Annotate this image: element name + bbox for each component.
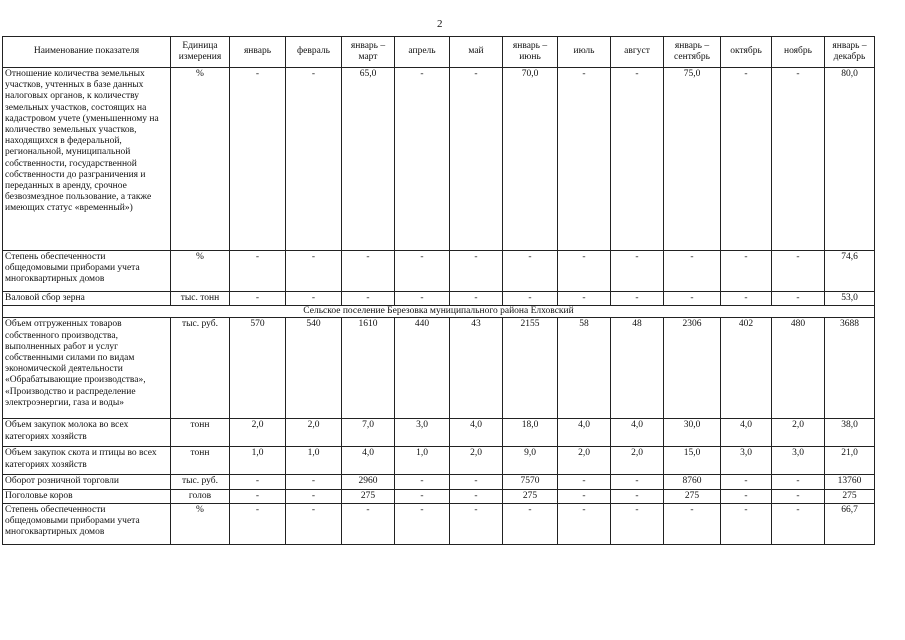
indicator-value: 43 bbox=[450, 318, 503, 419]
indicator-value: 4,0 bbox=[721, 419, 772, 447]
indicator-value: 13760 bbox=[825, 475, 875, 489]
indicator-value: - bbox=[772, 489, 825, 503]
table-row bbox=[3, 475, 875, 489]
indicator-name: Объем отгруженных товаров собственного производства, выполненных работ и услуг собственными силами по видам экономической деятельности «Обрабатывающие производства», «Производство и распределение электроэнергии, газа и воды» bbox=[3, 318, 171, 419]
indicator-value: 540 bbox=[286, 318, 342, 419]
indicator-value: - bbox=[721, 292, 772, 306]
indicator-name: Объем закупок молока во всех категориях хозяйств bbox=[3, 419, 171, 447]
indicator-value: - bbox=[772, 251, 825, 292]
indicator-value: 30,0 bbox=[664, 419, 721, 447]
indicator-value: - bbox=[558, 292, 611, 306]
page-number: 2 bbox=[437, 18, 443, 30]
indicator-value: 2,0 bbox=[611, 447, 664, 475]
indicator-value: 2155 bbox=[503, 318, 558, 419]
indicator-value: - bbox=[450, 503, 503, 544]
indicator-value: 1,0 bbox=[395, 447, 450, 475]
indicator-unit: тыс. тонн bbox=[171, 292, 230, 306]
indicator-value: 48 bbox=[611, 318, 664, 419]
column-header-month: февраль bbox=[286, 37, 342, 68]
indicator-value: - bbox=[503, 503, 558, 544]
indicator-value: 480 bbox=[772, 318, 825, 419]
indicator-unit: тыс. руб. bbox=[171, 475, 230, 489]
indicator-name: Поголовье коров bbox=[3, 489, 171, 503]
indicator-unit: % bbox=[171, 503, 230, 544]
column-header-unit: Единица измерения bbox=[171, 37, 230, 68]
indicator-value: 38,0 bbox=[825, 419, 875, 447]
indicator-value: - bbox=[558, 475, 611, 489]
table-row bbox=[3, 489, 875, 503]
indicator-value: - bbox=[611, 292, 664, 306]
indicator-unit: тыс. руб. bbox=[171, 318, 230, 419]
column-header-month: июль bbox=[558, 37, 611, 68]
indicator-value: - bbox=[395, 292, 450, 306]
indicator-value: 4,0 bbox=[611, 419, 664, 447]
indicator-value: 15,0 bbox=[664, 447, 721, 475]
indicator-value: - bbox=[342, 292, 395, 306]
indicator-value: - bbox=[611, 503, 664, 544]
indicator-value: 65,0 bbox=[342, 68, 395, 251]
column-header-month: январь – июнь bbox=[503, 37, 558, 68]
indicator-value: 275 bbox=[503, 489, 558, 503]
indicator-value: 3,0 bbox=[772, 447, 825, 475]
indicator-value: 18,0 bbox=[503, 419, 558, 447]
indicator-value: 2960 bbox=[342, 475, 395, 489]
indicator-value: 275 bbox=[825, 489, 875, 503]
column-header-month: январь – декабрь bbox=[825, 37, 875, 68]
indicator-value: 58 bbox=[558, 318, 611, 419]
column-header-month: январь – март bbox=[342, 37, 395, 68]
indicator-value: 570 bbox=[230, 318, 286, 419]
indicator-value: - bbox=[611, 68, 664, 251]
indicator-value: - bbox=[558, 251, 611, 292]
indicator-value: - bbox=[230, 68, 286, 251]
table-row bbox=[3, 318, 875, 419]
indicator-value: - bbox=[721, 475, 772, 489]
indicator-value: 275 bbox=[342, 489, 395, 503]
indicator-value: 2,0 bbox=[558, 447, 611, 475]
indicator-name: Валовой сбор зерна bbox=[3, 292, 171, 306]
indicator-value: - bbox=[230, 489, 286, 503]
indicator-value: 1,0 bbox=[286, 447, 342, 475]
table-row bbox=[3, 292, 875, 306]
indicator-value: - bbox=[558, 68, 611, 251]
column-header-month: январь bbox=[230, 37, 286, 68]
indicator-value: 440 bbox=[395, 318, 450, 419]
indicator-value: - bbox=[721, 503, 772, 544]
indicator-value: - bbox=[772, 503, 825, 544]
column-header-month: октябрь bbox=[721, 37, 772, 68]
indicator-value: 402 bbox=[721, 318, 772, 419]
indicator-value: - bbox=[611, 475, 664, 489]
indicator-value: - bbox=[230, 292, 286, 306]
indicator-unit: голов bbox=[171, 489, 230, 503]
table-row bbox=[3, 419, 875, 447]
indicator-value: 2,0 bbox=[230, 419, 286, 447]
indicator-value: - bbox=[230, 251, 286, 292]
indicator-value: - bbox=[721, 251, 772, 292]
indicator-value: 2,0 bbox=[450, 447, 503, 475]
indicator-value: 70,0 bbox=[503, 68, 558, 251]
indicators-table bbox=[2, 36, 875, 545]
indicator-name: Отношение количества земельных участков, учтенных в базе данных налоговых органов, к количеству земельных участков, состоящих на кадастровом учете (уменьшенному на количество земельных участков, находящихся в федеральной, региональной, муниципальной собственности, государственной собственности до разграничения и переданных в аренду, срочное безвозмездное пользование, а также имеющих статус «временный») bbox=[3, 68, 171, 251]
indicator-value: - bbox=[286, 292, 342, 306]
indicator-value: - bbox=[342, 251, 395, 292]
indicator-value: 2,0 bbox=[286, 419, 342, 447]
indicator-value: - bbox=[450, 251, 503, 292]
indicator-value: - bbox=[664, 503, 721, 544]
column-header-name: Наименование показателя bbox=[3, 37, 171, 68]
indicator-value: - bbox=[450, 68, 503, 251]
indicator-unit: % bbox=[171, 68, 230, 251]
indicator-value: - bbox=[450, 489, 503, 503]
table-row bbox=[3, 68, 875, 251]
indicator-value: 8760 bbox=[664, 475, 721, 489]
column-header-month: январь – сентябрь bbox=[664, 37, 721, 68]
indicator-value: - bbox=[395, 503, 450, 544]
indicator-value: 4,0 bbox=[342, 447, 395, 475]
indicator-value: - bbox=[558, 489, 611, 503]
indicator-value: - bbox=[286, 489, 342, 503]
indicator-value: 21,0 bbox=[825, 447, 875, 475]
indicator-unit: тонн bbox=[171, 447, 230, 475]
table-row bbox=[3, 447, 875, 475]
indicator-value: 2,0 bbox=[772, 419, 825, 447]
indicator-value: 74,6 bbox=[825, 251, 875, 292]
section-row bbox=[3, 306, 875, 318]
indicator-value: 4,0 bbox=[558, 419, 611, 447]
indicator-value: - bbox=[230, 475, 286, 489]
indicator-value: - bbox=[342, 503, 395, 544]
indicator-value: 3688 bbox=[825, 318, 875, 419]
indicator-value: - bbox=[721, 489, 772, 503]
indicator-value: 53,0 bbox=[825, 292, 875, 306]
indicator-value: - bbox=[664, 251, 721, 292]
indicator-value: 2306 bbox=[664, 318, 721, 419]
indicator-value: - bbox=[230, 503, 286, 544]
indicator-name: Объем закупок скота и птицы во всех категориях хозяйств bbox=[3, 447, 171, 475]
column-header-month: апрель bbox=[395, 37, 450, 68]
indicator-value: - bbox=[772, 475, 825, 489]
indicator-value: - bbox=[286, 475, 342, 489]
indicator-value: 75,0 bbox=[664, 68, 721, 251]
column-header-month: ноябрь bbox=[772, 37, 825, 68]
indicator-value: - bbox=[611, 489, 664, 503]
indicator-value: 7,0 bbox=[342, 419, 395, 447]
indicator-value: 3,0 bbox=[721, 447, 772, 475]
indicator-value: - bbox=[395, 489, 450, 503]
column-header-month: май bbox=[450, 37, 503, 68]
indicator-value: 80,0 bbox=[825, 68, 875, 251]
indicator-name: Оборот розничной торговли bbox=[3, 475, 171, 489]
indicator-value: - bbox=[286, 503, 342, 544]
indicator-value: - bbox=[721, 68, 772, 251]
indicator-value: 275 bbox=[664, 489, 721, 503]
indicator-value: 9,0 bbox=[503, 447, 558, 475]
indicator-value: - bbox=[395, 68, 450, 251]
indicator-unit: % bbox=[171, 251, 230, 292]
indicator-value: - bbox=[286, 68, 342, 251]
indicator-value: - bbox=[772, 68, 825, 251]
indicator-unit: тонн bbox=[171, 419, 230, 447]
indicator-value: - bbox=[772, 292, 825, 306]
indicator-value: - bbox=[395, 475, 450, 489]
indicator-value: - bbox=[450, 292, 503, 306]
indicator-value: - bbox=[395, 251, 450, 292]
section-title: Сельское поселение Березовка муниципального района Елховский bbox=[3, 306, 875, 318]
indicator-value: - bbox=[611, 251, 664, 292]
indicator-value: - bbox=[503, 251, 558, 292]
indicator-value: 1,0 bbox=[230, 447, 286, 475]
table-header-row bbox=[3, 37, 875, 68]
indicator-name: Степень обеспеченности общедомовыми приборами учета многоквартирных домов bbox=[3, 251, 171, 292]
indicator-value: - bbox=[503, 292, 558, 306]
indicator-value: - bbox=[558, 503, 611, 544]
indicator-value: 66,7 bbox=[825, 503, 875, 544]
indicator-value: 7570 bbox=[503, 475, 558, 489]
indicator-value: 3,0 bbox=[395, 419, 450, 447]
table-row bbox=[3, 251, 875, 292]
table-row bbox=[3, 503, 875, 544]
indicator-value: 1610 bbox=[342, 318, 395, 419]
indicator-value: 4,0 bbox=[450, 419, 503, 447]
indicator-name: Степень обеспеченности общедомовыми приборами учета многоквартирных домов bbox=[3, 503, 171, 544]
indicator-value: - bbox=[664, 292, 721, 306]
indicator-value: - bbox=[450, 475, 503, 489]
column-header-month: август bbox=[611, 37, 664, 68]
indicator-value: - bbox=[286, 251, 342, 292]
